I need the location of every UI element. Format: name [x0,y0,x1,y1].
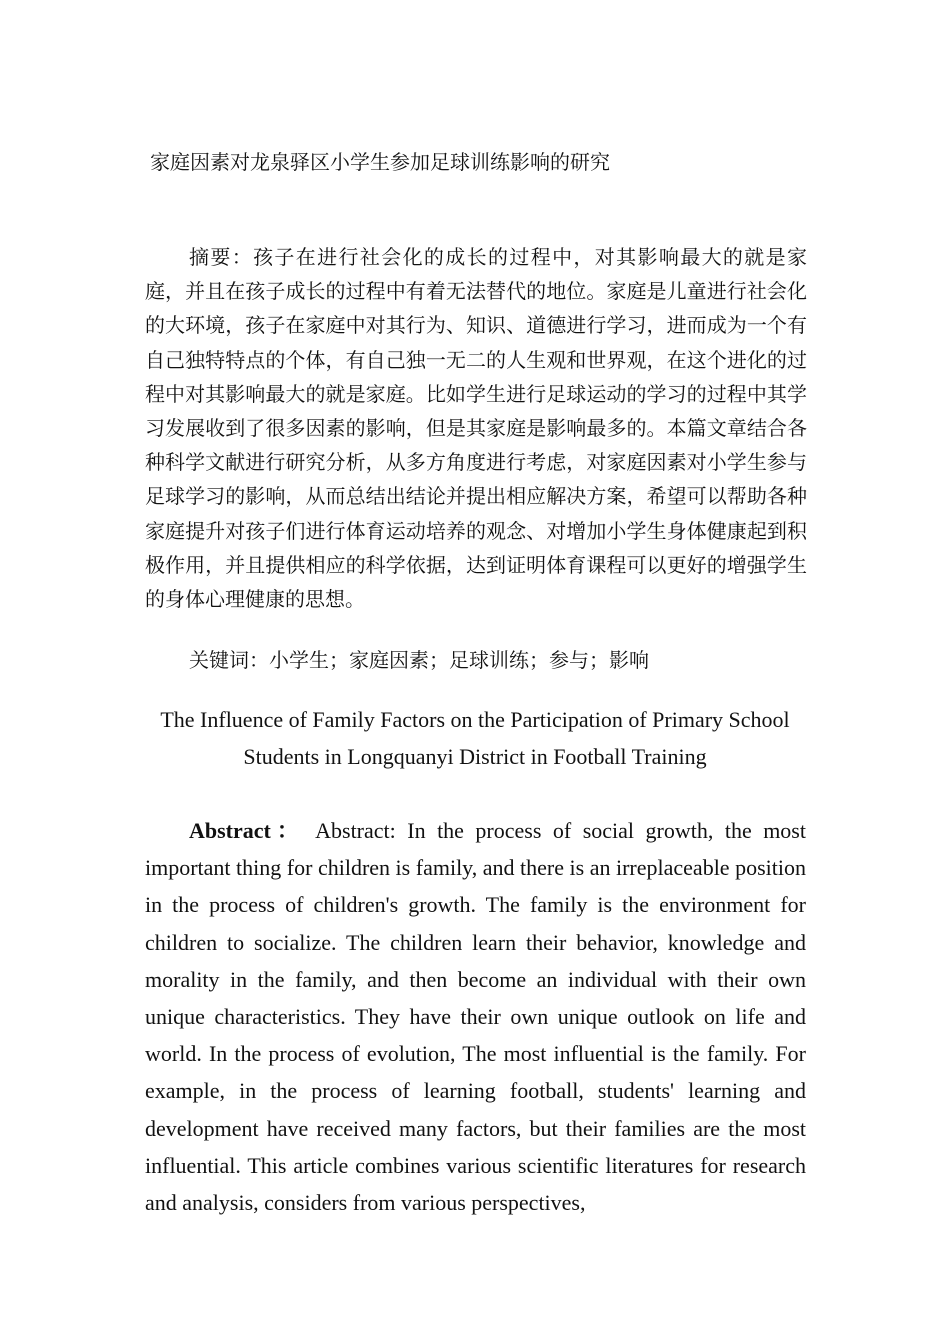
english-abstract [145,812,806,1221]
chinese-keywords-label: 关键词： [189,648,269,672]
chinese-keywords-text: 小学生；家庭因素；足球训练；参与；影响 [269,648,649,672]
english-title: The Influence of Family Factors on the Participation of Primary School Students in Longquanyi District in Football Training [160,707,790,769]
chinese-title: 家庭因素对龙泉驿区小学生参加足球训练影响的研究 [150,150,610,174]
chinese-keywords [189,643,809,677]
chinese-abstract-label: 摘要： [189,245,254,269]
chinese-abstract [145,240,807,616]
chinese-abstract-text: 孩子在进行社会化的成长的过程中，对其影响最大的就是家庭，并且在孩子成长的过程中有着无法替代的地位。家庭是儿童进行社会化的大环境，孩子在家庭中对其行为、知识、道德进行学习，进而成为一个有自己独特特点的个体，有自己独一无二的人生观和世界观，在这个进化的过程中对其影响最大的就是家庭。比如学生进行足球运动的学习的过程中其学习发展收到了很多因素的影响，但是其家庭是影响最多的。本篇文章结合各种科学文献进行研究分析，从多方角度进行考虑，对家庭因素对小学生参与足球学习的影响，从而总结出结论并提出相应解决方案，希望可以帮助各种家庭提升对孩子们进行体育运动培养的观念、对增加小学生身体健康起到积极作用，并且提供相应的科学依据，达到证明体育课程可以更好的增强学生的身体心理健康的思想。 [145,245,808,612]
english-abstract-label: Abstract： [189,818,305,843]
english-abstract-text: Abstract: In the process of social growth, the most important thing for children is family, and there is an irreplaceable position in the process of children's growth. The family is the environment for children to socialize. The children learn their behavior, knowledge and morality in the family, and then become an individual with their own unique characteristics. They have their own unique outlook on life and world. In the process of evolution, The most influential is the family. For example, in the process of learning football, students' learning and development have received many factors, but their families are the most influential. This article combines various scientific literatures for research and analysis, considers from various perspectives, [145,818,806,1216]
